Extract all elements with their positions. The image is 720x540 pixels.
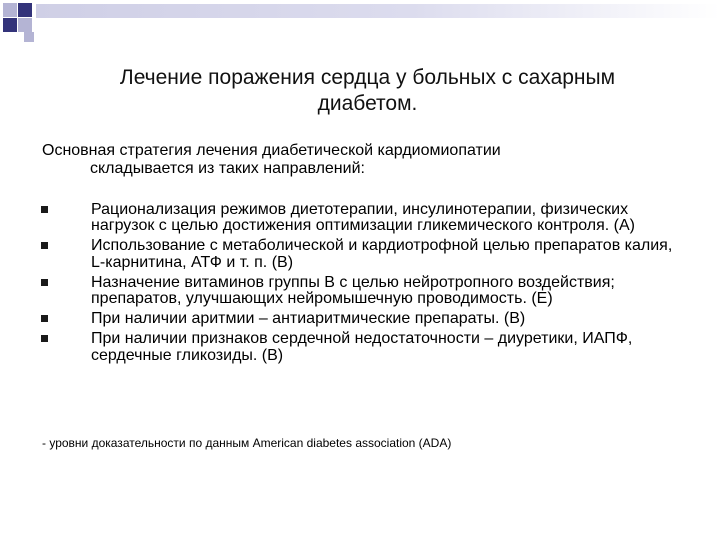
strategy-list [40, 202, 680, 368]
list-item [40, 331, 680, 363]
list-item [40, 202, 680, 234]
bullet-square-icon [41, 242, 48, 249]
decor-square-dark [18, 3, 32, 17]
list-item-text: Использование с метаболической и кардиотрофной целью препаратов калия, L-карнитина, АТФ и т. п. (В) [91, 237, 673, 271]
bullet-square-icon [41, 206, 48, 213]
list-item-text: Рационализация режимов диетотерапии, инсулинотерапии, физических нагрузок с целью достижения оптимизации гликемического контроля. (А) [91, 201, 635, 235]
intro-line: складывается из таких направлений: [90, 160, 365, 177]
list-item-text: При наличии аритмии – антиаритмические препараты. (В) [91, 310, 526, 328]
bullet-square-icon [41, 315, 48, 322]
decor-square-light [18, 18, 32, 32]
list-item [40, 275, 680, 307]
list-item-text: Назначение витаминов группы В с целью нейротропного воздействия; препаратов, улучшающих нейромышечную проводимость. (Е) [91, 273, 615, 308]
decor-square-dark [3, 18, 17, 32]
slide-title-line: диабетом. [317, 92, 418, 115]
evidence-footnote: - уровни доказательности по данным American diabetes association (ADA) [42, 436, 452, 450]
list-item [40, 311, 680, 327]
intro-paragraph [42, 142, 682, 178]
slide-title [60, 65, 675, 117]
bullet-square-icon [41, 335, 48, 342]
intro-line: Основная стратегия лечения диабетической кардиомиопатии [42, 142, 501, 159]
slide-title-line: Лечение поражения сердца у больных с сахарным [119, 66, 616, 89]
decor-square-light [24, 32, 34, 42]
header-gradient-band [36, 4, 720, 18]
decor-square-light [3, 3, 17, 17]
bullet-square-icon [41, 279, 48, 286]
list-item [40, 238, 680, 270]
list-item-text: При наличии признаков сердечной недостаточности – диуретики, ИАПФ, сердечные гликозиды. (В) [91, 330, 633, 364]
